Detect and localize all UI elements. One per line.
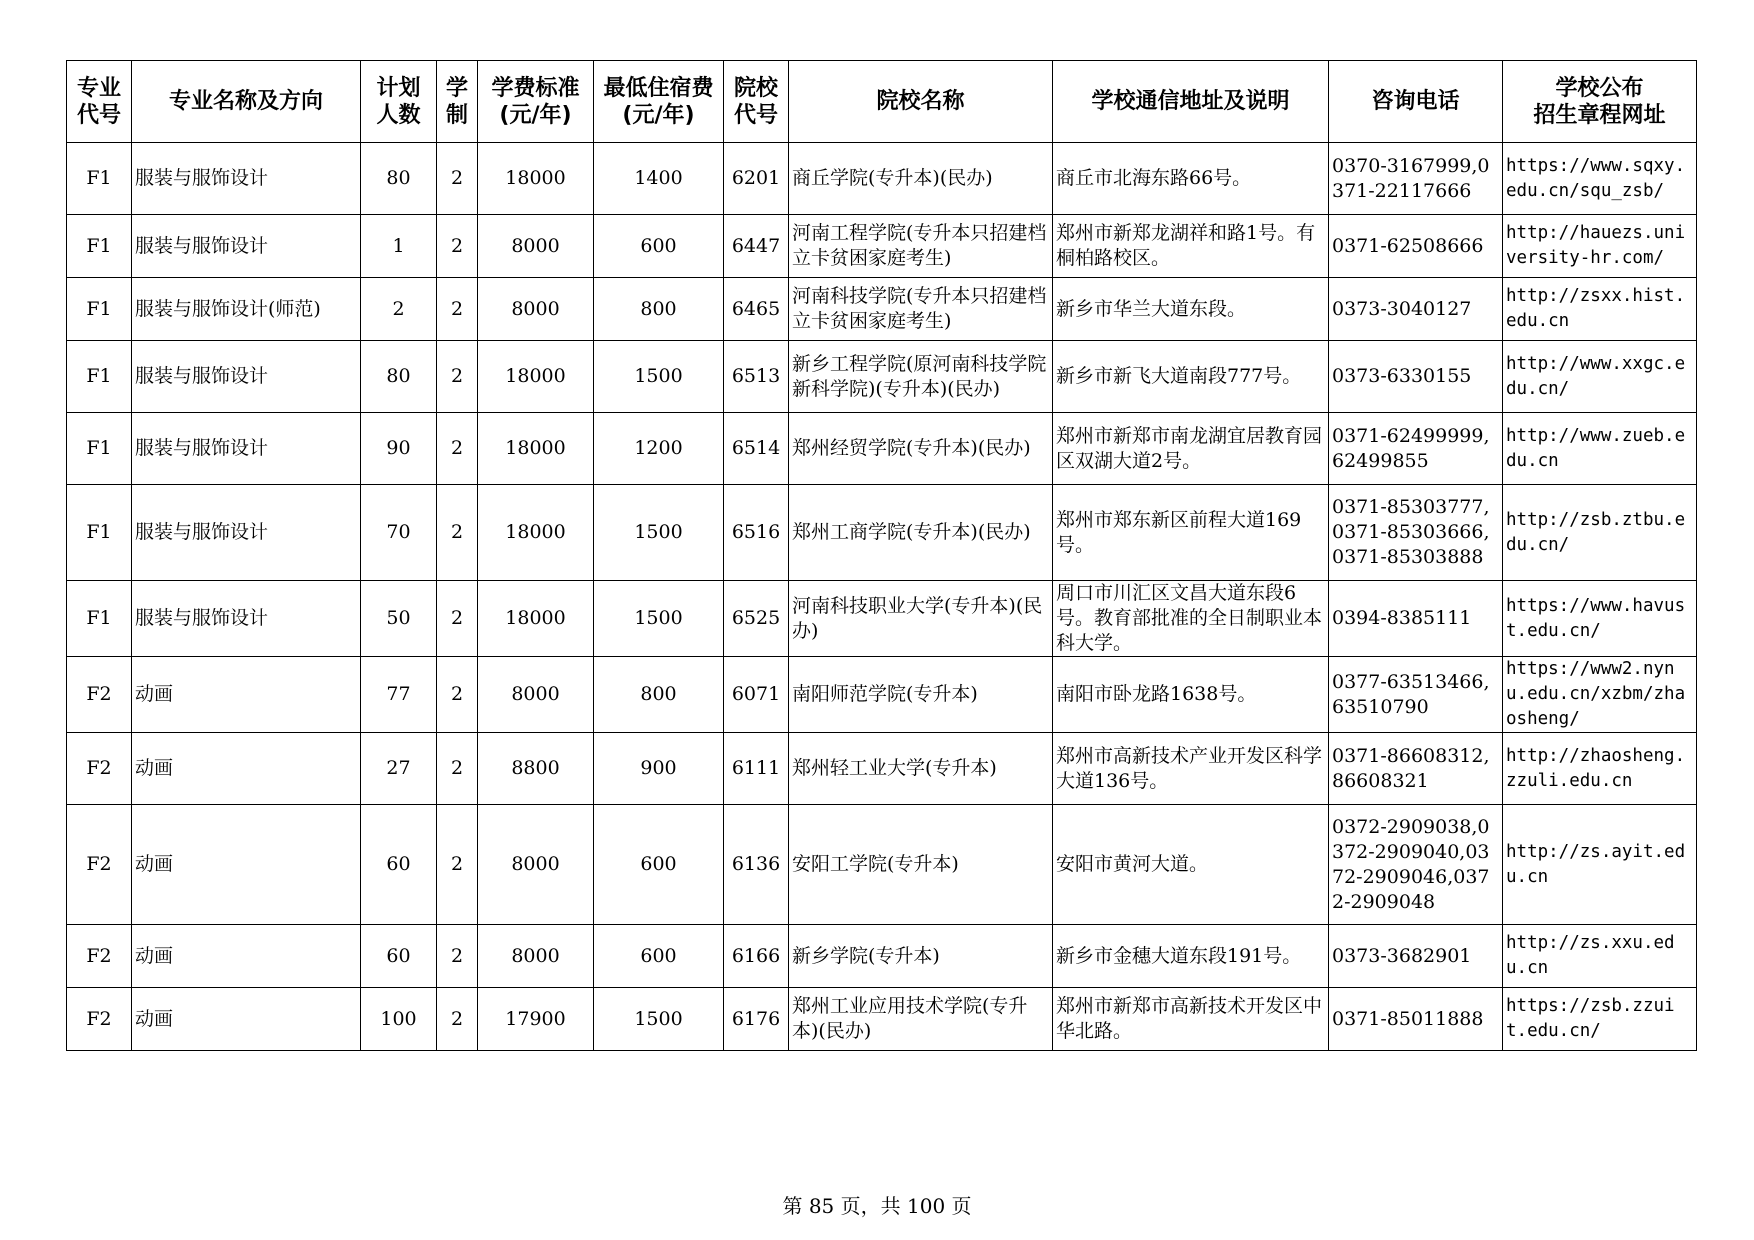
cell-duration: 2 [437, 485, 478, 581]
cell-school-code: 6176 [724, 988, 789, 1051]
cell-address: 安阳市黄河大道。 [1053, 805, 1329, 925]
cell-address: 新乡市金穗大道东段191号。 [1053, 925, 1329, 988]
cell-address: 新乡市新飞大道南段777号。 [1053, 341, 1329, 413]
cell-major-name: 服装与服饰设计 [132, 341, 361, 413]
cell-url: http://zs.xxu.edu.cn [1503, 925, 1697, 988]
cell-phone: 0371-62499999,62499855 [1329, 413, 1503, 485]
cell-major-name: 服装与服饰设计(师范) [132, 278, 361, 341]
cell-plan-count: 60 [361, 805, 437, 925]
cell-plan-count: 90 [361, 413, 437, 485]
cell-address: 郑州市新郑龙湖祥和路1号。有桐柏路校区。 [1053, 215, 1329, 278]
cell-url: http://zs.ayit.edu.cn [1503, 805, 1697, 925]
table-header-row [67, 61, 1697, 143]
cell-major-name: 动画 [132, 657, 361, 733]
cell-url: http://zsxx.hist.edu.cn [1503, 278, 1697, 341]
header-major-code: 专业 代号 [67, 61, 132, 143]
table-row [67, 413, 1697, 485]
cell-major-name: 动画 [132, 988, 361, 1051]
cell-address: 周口市川汇区文昌大道东段6号。教育部批准的全日制职业本科大学。 [1053, 581, 1329, 657]
table-row [67, 143, 1697, 215]
cell-duration: 2 [437, 733, 478, 805]
cell-school-code: 6071 [724, 657, 789, 733]
cell-tuition: 18000 [478, 413, 594, 485]
cell-url: https://www.sqxy.edu.cn/squ_zsb/ [1503, 143, 1697, 215]
cell-phone: 0373-3682901 [1329, 925, 1503, 988]
header-phone: 咨询电话 [1329, 61, 1503, 143]
cell-dorm-fee: 800 [594, 657, 724, 733]
cell-url: http://zsb.ztbu.edu.cn/ [1503, 485, 1697, 581]
cell-school-code: 6166 [724, 925, 789, 988]
table-row [67, 733, 1697, 805]
cell-major-code: F1 [67, 581, 132, 657]
cell-address: 郑州市高新技术产业开发区科学大道136号。 [1053, 733, 1329, 805]
cell-plan-count: 50 [361, 581, 437, 657]
cell-major-name: 服装与服饰设计 [132, 215, 361, 278]
cell-url: https://www.havust.edu.cn/ [1503, 581, 1697, 657]
cell-duration: 2 [437, 657, 478, 733]
cell-plan-count: 1 [361, 215, 437, 278]
table-body [67, 143, 1697, 1051]
cell-duration: 2 [437, 215, 478, 278]
cell-plan-count: 80 [361, 341, 437, 413]
cell-major-name: 动画 [132, 733, 361, 805]
cell-school-name: 河南科技学院(专升本只招建档立卡贫困家庭考生) [789, 278, 1053, 341]
cell-tuition: 8000 [478, 925, 594, 988]
cell-major-name: 动画 [132, 925, 361, 988]
cell-school-code: 6111 [724, 733, 789, 805]
cell-plan-count: 80 [361, 143, 437, 215]
cell-school-code: 6514 [724, 413, 789, 485]
cell-tuition: 8800 [478, 733, 594, 805]
header-tuition: 学费标准 (元/年) [478, 61, 594, 143]
cell-major-name: 动画 [132, 805, 361, 925]
cell-plan-count: 77 [361, 657, 437, 733]
cell-school-name: 新乡工程学院(原河南科技学院新科学院)(专升本)(民办) [789, 341, 1053, 413]
cell-address: 郑州市新郑市南龙湖宜居教育园区双湖大道2号。 [1053, 413, 1329, 485]
cell-school-name: 新乡学院(专升本) [789, 925, 1053, 988]
cell-dorm-fee: 1200 [594, 413, 724, 485]
cell-duration: 2 [437, 143, 478, 215]
cell-tuition: 8000 [478, 805, 594, 925]
table-row [67, 925, 1697, 988]
header-url: 学校公布 招生章程网址 [1503, 61, 1697, 143]
cell-tuition: 18000 [478, 485, 594, 581]
cell-url: https://www2.nynu.edu.cn/xzbm/zhaosheng/ [1503, 657, 1697, 733]
table-row [67, 657, 1697, 733]
header-major-name: 专业名称及方向 [132, 61, 361, 143]
cell-address: 南阳市卧龙路1638号。 [1053, 657, 1329, 733]
cell-school-name: 郑州经贸学院(专升本)(民办) [789, 413, 1053, 485]
table-row [67, 215, 1697, 278]
cell-url: http://www.xxgc.edu.cn/ [1503, 341, 1697, 413]
cell-phone: 0394-8385111 [1329, 581, 1503, 657]
cell-dorm-fee: 600 [594, 215, 724, 278]
header-plan-count: 计划 人数 [361, 61, 437, 143]
cell-major-code: F1 [67, 341, 132, 413]
cell-dorm-fee: 600 [594, 925, 724, 988]
cell-address: 新乡市华兰大道东段。 [1053, 278, 1329, 341]
cell-tuition: 8000 [478, 215, 594, 278]
cell-school-code: 6136 [724, 805, 789, 925]
cell-phone: 0377-63513466,63510790 [1329, 657, 1503, 733]
cell-major-name: 服装与服饰设计 [132, 581, 361, 657]
cell-major-code: F2 [67, 657, 132, 733]
header-dorm-fee: 最低住宿费 (元/年) [594, 61, 724, 143]
admissions-table [66, 60, 1697, 1051]
cell-duration: 2 [437, 413, 478, 485]
cell-duration: 2 [437, 341, 478, 413]
cell-school-code: 6465 [724, 278, 789, 341]
cell-tuition: 8000 [478, 278, 594, 341]
cell-dorm-fee: 1500 [594, 581, 724, 657]
cell-major-name: 服装与服饰设计 [132, 143, 361, 215]
cell-plan-count: 27 [361, 733, 437, 805]
cell-dorm-fee: 600 [594, 805, 724, 925]
cell-school-name: 郑州轻工业大学(专升本) [789, 733, 1053, 805]
cell-school-name: 河南科技职业大学(专升本)(民办) [789, 581, 1053, 657]
cell-duration: 2 [437, 805, 478, 925]
cell-major-code: F1 [67, 485, 132, 581]
header-school-name: 院校名称 [789, 61, 1053, 143]
cell-duration: 2 [437, 988, 478, 1051]
cell-phone: 0371-85303777,0371-85303666,0371-85303888 [1329, 485, 1503, 581]
cell-school-code: 6525 [724, 581, 789, 657]
cell-dorm-fee: 900 [594, 733, 724, 805]
cell-address: 郑州市新郑市高新技术开发区中华北路。 [1053, 988, 1329, 1051]
cell-dorm-fee: 800 [594, 278, 724, 341]
cell-major-code: F1 [67, 215, 132, 278]
table-row [67, 278, 1697, 341]
cell-plan-count: 70 [361, 485, 437, 581]
cell-school-name: 商丘学院(专升本)(民办) [789, 143, 1053, 215]
header-duration: 学 制 [437, 61, 478, 143]
table-row [67, 485, 1697, 581]
cell-phone: 0371-62508666 [1329, 215, 1503, 278]
cell-dorm-fee: 1500 [594, 988, 724, 1051]
cell-major-name: 服装与服饰设计 [132, 485, 361, 581]
cell-address: 郑州市郑东新区前程大道169号。 [1053, 485, 1329, 581]
cell-school-name: 郑州工业应用技术学院(专升本)(民办) [789, 988, 1053, 1051]
cell-tuition: 18000 [478, 341, 594, 413]
cell-dorm-fee: 1500 [594, 485, 724, 581]
cell-phone: 0373-6330155 [1329, 341, 1503, 413]
cell-url: http://hauezs.university-hr.com/ [1503, 215, 1697, 278]
cell-school-code: 6513 [724, 341, 789, 413]
cell-major-code: F1 [67, 143, 132, 215]
header-address: 学校通信地址及说明 [1053, 61, 1329, 143]
admissions-table-page [66, 60, 1696, 1051]
cell-school-code: 6447 [724, 215, 789, 278]
cell-major-code: F1 [67, 413, 132, 485]
table-row [67, 805, 1697, 925]
cell-url: http://www.zueb.edu.cn [1503, 413, 1697, 485]
cell-tuition: 18000 [478, 143, 594, 215]
cell-phone: 0371-86608312,86608321 [1329, 733, 1503, 805]
cell-school-name: 安阳工学院(专升本) [789, 805, 1053, 925]
cell-tuition: 8000 [478, 657, 594, 733]
cell-school-code: 6201 [724, 143, 789, 215]
page-footer: 第 85 页，共 100 页 [782, 1194, 972, 1218]
cell-tuition: 18000 [478, 581, 594, 657]
cell-address: 商丘市北海东路66号。 [1053, 143, 1329, 215]
cell-phone: 0371-85011888 [1329, 988, 1503, 1051]
cell-major-code: F1 [67, 278, 132, 341]
cell-school-code: 6516 [724, 485, 789, 581]
cell-school-name: 南阳师范学院(专升本) [789, 657, 1053, 733]
table-row [67, 341, 1697, 413]
cell-duration: 2 [437, 278, 478, 341]
cell-school-name: 河南工程学院(专升本只招建档立卡贫困家庭考生) [789, 215, 1053, 278]
cell-phone: 0372-2909038,0372-2909040,0372-2909046,0372-2909048 [1329, 805, 1503, 925]
cell-tuition: 17900 [478, 988, 594, 1051]
cell-dorm-fee: 1500 [594, 341, 724, 413]
cell-major-code: F2 [67, 925, 132, 988]
cell-major-code: F2 [67, 988, 132, 1051]
cell-plan-count: 60 [361, 925, 437, 988]
cell-duration: 2 [437, 925, 478, 988]
cell-major-code: F2 [67, 805, 132, 925]
cell-plan-count: 2 [361, 278, 437, 341]
cell-url: https://zsb.zzuit.edu.cn/ [1503, 988, 1697, 1051]
cell-school-name: 郑州工商学院(专升本)(民办) [789, 485, 1053, 581]
cell-phone: 0370-3167999,0371-22117666 [1329, 143, 1503, 215]
cell-major-name: 服装与服饰设计 [132, 413, 361, 485]
cell-phone: 0373-3040127 [1329, 278, 1503, 341]
cell-dorm-fee: 1400 [594, 143, 724, 215]
cell-plan-count: 100 [361, 988, 437, 1051]
table-row [67, 988, 1697, 1051]
cell-url: http://zhaosheng.zzuli.edu.cn [1503, 733, 1697, 805]
header-school-code: 院校 代号 [724, 61, 789, 143]
cell-duration: 2 [437, 581, 478, 657]
cell-major-code: F2 [67, 733, 132, 805]
table-row [67, 581, 1697, 657]
